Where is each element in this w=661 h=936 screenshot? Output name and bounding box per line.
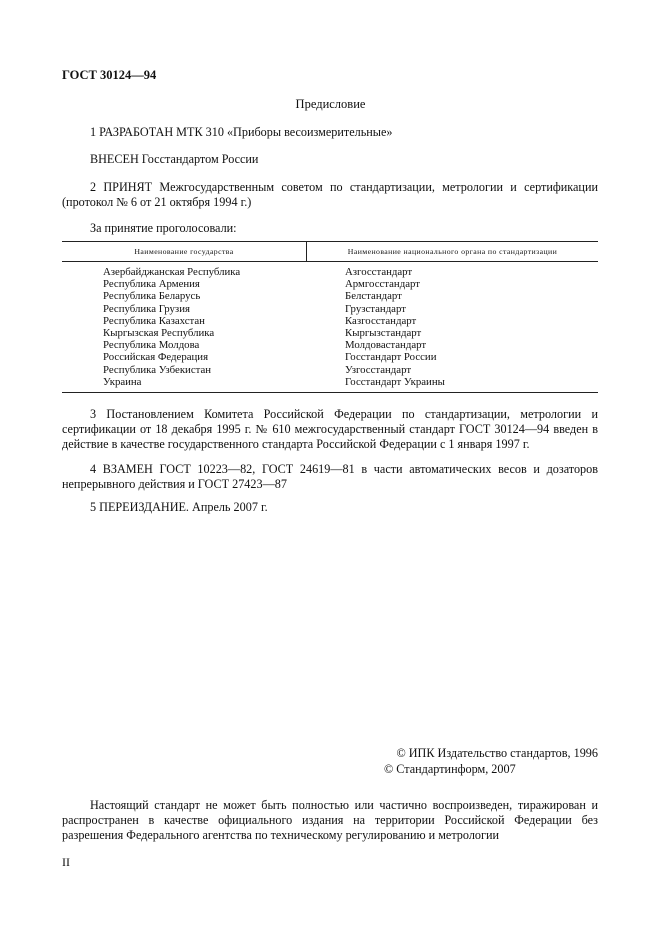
paragraph-reissue: 5 ПЕРЕИЗДАНИЕ. Апрель 2007 г. bbox=[90, 500, 268, 514]
paragraph-reproduction-notice: Настоящий стандарт не может быть полностью или частично воспроизведен, тиражирован и распространен в качестве официального издания на территории Российской Федерации без разрешения Федерального агентства по техническому регулированию и метрологии bbox=[62, 798, 598, 842]
list-item: Узгосстандарт bbox=[345, 363, 412, 376]
list-item: Госстандарт России bbox=[345, 351, 437, 364]
list-item: Республика Казахстан bbox=[103, 314, 205, 327]
page-number: II bbox=[62, 855, 70, 869]
copyright-line-1: © ИПК Издательство стандартов, 1996 bbox=[396, 746, 598, 760]
document-code: ГОСТ 30124—94 bbox=[62, 68, 157, 82]
copyright-block bbox=[370, 745, 598, 777]
paragraph-enacted: 3 Постановлением Комитета Российской Федерации по стандартизации, метрологии и сертификации от 18 декабря 1995 г. № 610 межгосударственный стандарт ГОСТ 30124—94 введен в действие в качестве государственного стандарта Российской Федерации с 1 января 1997 г. bbox=[62, 407, 598, 451]
list-item: Республика Грузия bbox=[103, 302, 190, 315]
list-item: Молдовастандарт bbox=[345, 339, 427, 352]
copyright-line-2: © Стандартинформ, 2007 bbox=[384, 762, 516, 776]
page-title: Предисловие bbox=[295, 97, 366, 111]
paragraph-introduced: ВНЕСЕН Госстандартом России bbox=[90, 152, 259, 166]
list-item: Госстандарт Украины bbox=[345, 375, 445, 388]
list-item: Республика Молдова bbox=[103, 339, 200, 352]
table-header bbox=[62, 242, 598, 262]
list-item: Кыргызская Республика bbox=[103, 327, 215, 340]
list-item: Азгосстандарт bbox=[345, 266, 413, 278]
list-item: Республика Беларусь bbox=[103, 290, 201, 303]
list-item: Азербайджанская Республика bbox=[103, 266, 241, 278]
list-item: Армгосстандарт bbox=[345, 278, 420, 291]
list-item: Казгосстандарт bbox=[345, 314, 417, 327]
paragraph-voted: За принятие проголосовали: bbox=[90, 221, 237, 235]
list-item: Российская Федерация bbox=[103, 351, 209, 364]
paragraph-developed: 1 РАЗРАБОТАН МТК 310 «Приборы весоизмерительные» bbox=[90, 125, 393, 139]
list-item: Белстандарт bbox=[345, 290, 402, 303]
list-item: Кыргызстандарт bbox=[345, 327, 422, 340]
paragraph-replaces: 4 ВЗАМЕН ГОСТ 10223—82, ГОСТ 24619—81 в части автоматических весов и дозаторов непрерывного действия и ГОСТ 27423—87 bbox=[62, 462, 598, 491]
voting-table bbox=[62, 241, 598, 393]
list-item: Грузстандарт bbox=[345, 302, 406, 315]
bodies-list bbox=[345, 266, 445, 388]
states-list bbox=[103, 266, 240, 388]
list-item: Украина bbox=[103, 375, 142, 388]
column-header-state: Наименование государства bbox=[134, 247, 234, 256]
column-header-body: Наименование национального органа по стандартизации bbox=[347, 247, 558, 256]
list-item: Республика Армения bbox=[103, 278, 200, 291]
paragraph-adopted: 2 ПРИНЯТ Межгосударственным советом по стандартизации, метрологии и сертификации (протокол № 6 от 21 октября 1994 г.) bbox=[62, 180, 598, 209]
list-item: Республика Узбекистан bbox=[103, 363, 212, 376]
